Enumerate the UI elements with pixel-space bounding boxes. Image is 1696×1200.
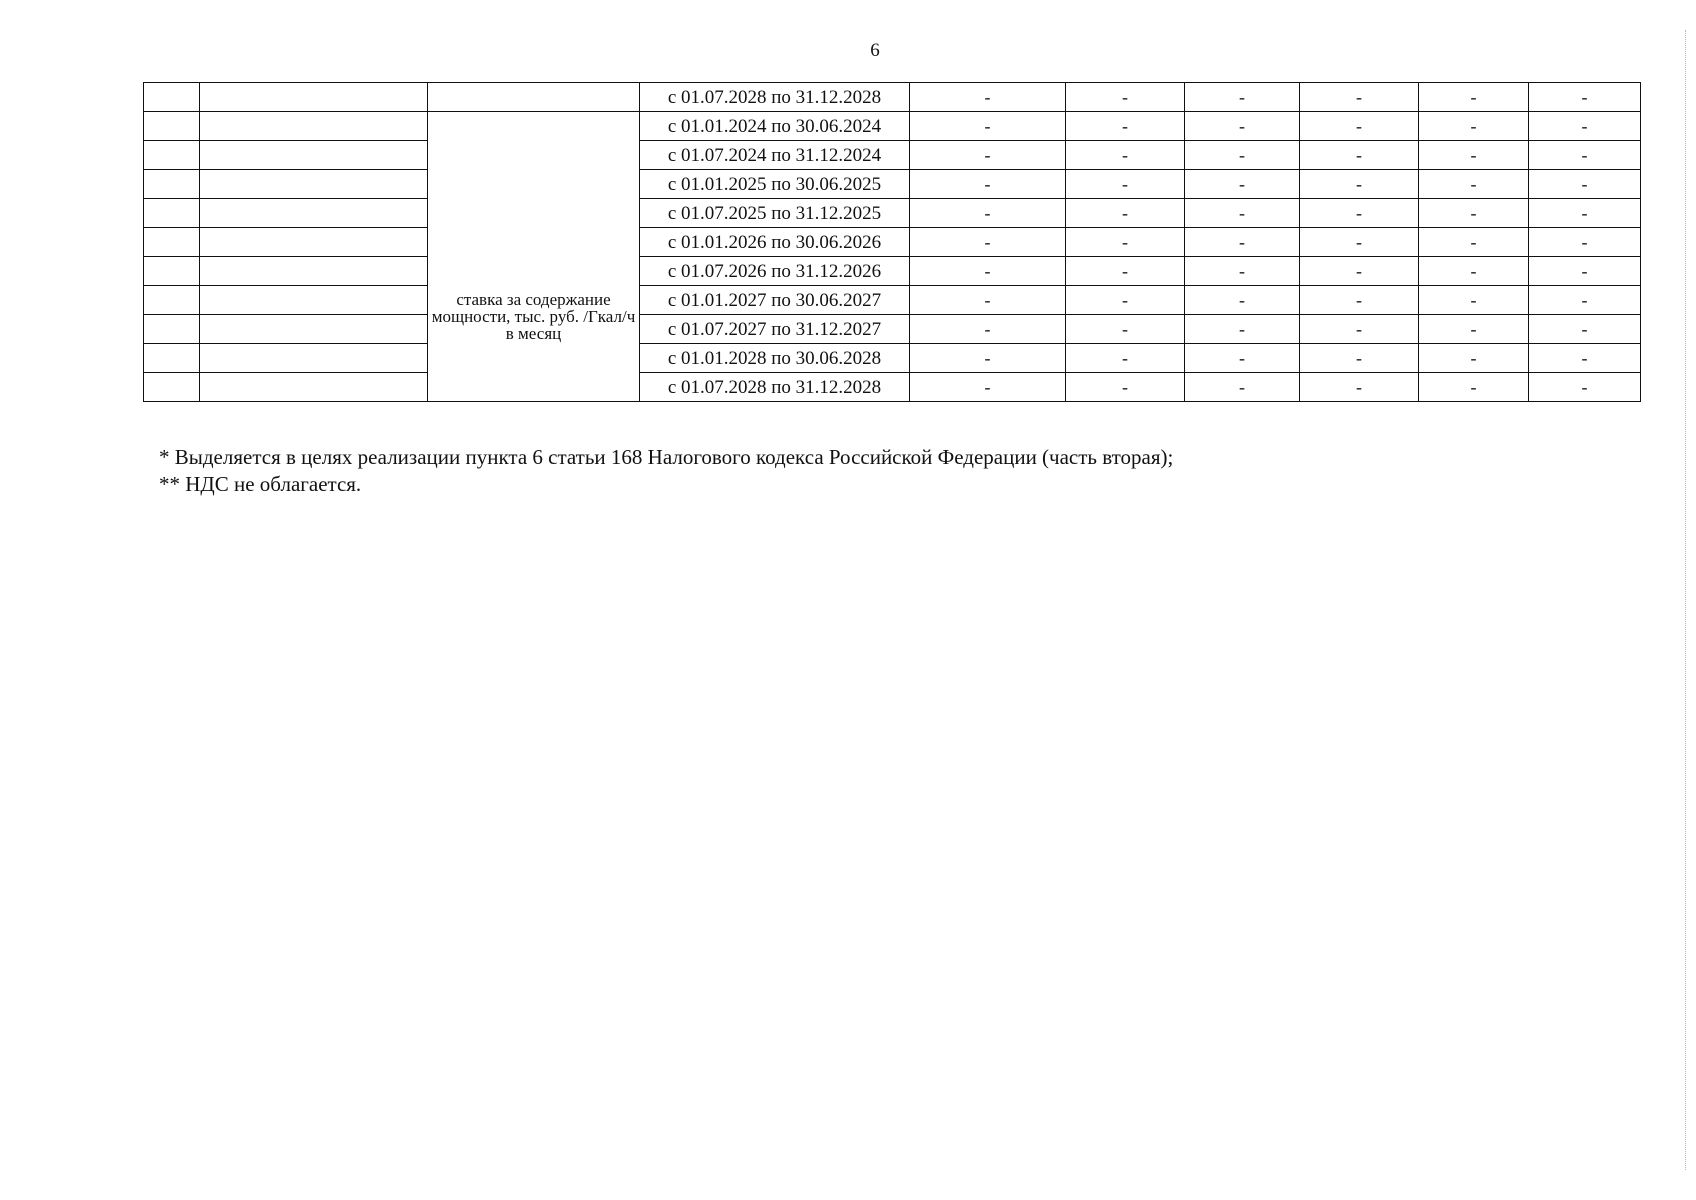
- row-number-cell: [144, 315, 200, 344]
- value-cell: -: [910, 141, 1066, 170]
- indicator-cell: [428, 83, 640, 112]
- organization-cell: [200, 315, 428, 344]
- period-cell: с 01.01.2025 по 30.06.2025: [640, 170, 910, 199]
- rate-label: ставка за содержание мощности, тыс. руб. /Гкал/ч в месяц: [431, 290, 636, 343]
- period-cell: с 01.01.2027 по 30.06.2027: [640, 286, 910, 315]
- table-row: [144, 199, 1641, 228]
- value-cell: -: [1419, 199, 1529, 228]
- value-cell: -: [1419, 112, 1529, 141]
- row-number-cell: [144, 199, 200, 228]
- organization-cell: [200, 141, 428, 170]
- value-cell: -: [910, 373, 1066, 402]
- value-cell: -: [1529, 141, 1641, 170]
- value-cell: -: [1066, 141, 1185, 170]
- value-cell: -: [1066, 315, 1185, 344]
- value-cell: -: [1185, 170, 1300, 199]
- value-cell: -: [1529, 83, 1641, 112]
- value-cell: -: [1419, 170, 1529, 199]
- table-row: [144, 373, 1641, 402]
- value-cell: -: [1185, 286, 1300, 315]
- value-cell: -: [1066, 257, 1185, 286]
- value-cell: -: [1419, 286, 1529, 315]
- period-cell: с 01.07.2028 по 31.12.2028: [640, 373, 910, 402]
- page-number: 6: [870, 40, 880, 61]
- organization-cell: [200, 199, 428, 228]
- value-cell: -: [1066, 83, 1185, 112]
- value-cell: -: [1185, 112, 1300, 141]
- value-cell: -: [910, 228, 1066, 257]
- value-cell: -: [1300, 286, 1419, 315]
- value-cell: -: [1066, 112, 1185, 141]
- value-cell: -: [910, 344, 1066, 373]
- value-cell: -: [1300, 344, 1419, 373]
- value-cell: -: [1300, 373, 1419, 402]
- table-row: [144, 170, 1641, 199]
- value-cell: -: [1066, 373, 1185, 402]
- row-number-cell: [144, 373, 200, 402]
- table-row: [144, 112, 1641, 141]
- value-cell: -: [1300, 315, 1419, 344]
- value-cell: -: [1529, 286, 1641, 315]
- value-cell: -: [1066, 286, 1185, 315]
- row-number-cell: [144, 83, 200, 112]
- value-cell: -: [910, 170, 1066, 199]
- period-cell: с 01.01.2028 по 30.06.2028: [640, 344, 910, 373]
- value-cell: -: [1300, 257, 1419, 286]
- value-cell: -: [1419, 373, 1529, 402]
- value-cell: -: [1185, 373, 1300, 402]
- period-cell: с 01.07.2025 по 31.12.2025: [640, 199, 910, 228]
- value-cell: -: [1185, 344, 1300, 373]
- value-cell: -: [1066, 199, 1185, 228]
- value-cell: -: [1185, 199, 1300, 228]
- value-cell: -: [1419, 83, 1529, 112]
- value-cell: -: [1066, 228, 1185, 257]
- period-cell: с 01.07.2027 по 31.12.2027: [640, 315, 910, 344]
- rate-label-cell: [428, 112, 640, 402]
- scan-edge-line: [1685, 30, 1686, 1170]
- value-cell: -: [1529, 228, 1641, 257]
- value-cell: -: [1529, 344, 1641, 373]
- value-cell: -: [1529, 199, 1641, 228]
- organization-cell: [200, 228, 428, 257]
- period-cell: с 01.07.2024 по 31.12.2024: [640, 141, 910, 170]
- value-cell: -: [1529, 315, 1641, 344]
- value-cell: -: [1419, 344, 1529, 373]
- value-cell: -: [1066, 344, 1185, 373]
- value-cell: -: [1300, 228, 1419, 257]
- value-cell: -: [1300, 170, 1419, 199]
- row-number-cell: [144, 228, 200, 257]
- row-number-cell: [144, 112, 200, 141]
- row-number-cell: [144, 344, 200, 373]
- value-cell: -: [910, 286, 1066, 315]
- organization-cell: [200, 112, 428, 141]
- value-cell: -: [1300, 141, 1419, 170]
- table-row: [144, 315, 1641, 344]
- value-cell: -: [1185, 83, 1300, 112]
- footnote-vat-allocation: * Выделяется в целях реализации пункта 6 статьи 168 Налогового кодекса Российской Федерации (часть вторая);: [159, 445, 1174, 469]
- row-number-cell: [144, 141, 200, 170]
- table-row: [144, 228, 1641, 257]
- organization-cell: [200, 373, 428, 402]
- value-cell: -: [910, 112, 1066, 141]
- organization-cell: [200, 286, 428, 315]
- value-cell: -: [1529, 112, 1641, 141]
- period-cell: с 01.07.2028 по 31.12.2028: [640, 83, 910, 112]
- value-cell: -: [1529, 373, 1641, 402]
- organization-cell: [200, 257, 428, 286]
- value-cell: -: [910, 315, 1066, 344]
- tariff-table: [143, 82, 1641, 402]
- value-cell: -: [1419, 315, 1529, 344]
- organization-cell: [200, 344, 428, 373]
- table-row: [144, 286, 1641, 315]
- table-row: [144, 344, 1641, 373]
- value-cell: -: [1419, 228, 1529, 257]
- value-cell: -: [1300, 112, 1419, 141]
- period-cell: с 01.07.2026 по 31.12.2026: [640, 257, 910, 286]
- value-cell: -: [910, 257, 1066, 286]
- row-number-cell: [144, 257, 200, 286]
- value-cell: -: [1185, 315, 1300, 344]
- value-cell: -: [1066, 170, 1185, 199]
- period-cell: с 01.01.2026 по 30.06.2026: [640, 228, 910, 257]
- table-row: [144, 83, 1641, 112]
- value-cell: -: [910, 199, 1066, 228]
- value-cell: -: [1300, 83, 1419, 112]
- row-number-cell: [144, 286, 200, 315]
- value-cell: -: [1529, 170, 1641, 199]
- footnotes: [159, 444, 1173, 498]
- value-cell: -: [1185, 257, 1300, 286]
- organization-cell: [200, 170, 428, 199]
- value-cell: -: [1419, 141, 1529, 170]
- table-row: [144, 141, 1641, 170]
- value-cell: -: [1185, 141, 1300, 170]
- period-cell: с 01.01.2024 по 30.06.2024: [640, 112, 910, 141]
- table-body: [144, 83, 1641, 402]
- value-cell: -: [1300, 199, 1419, 228]
- value-cell: -: [1185, 228, 1300, 257]
- table-row: [144, 257, 1641, 286]
- value-cell: -: [1529, 257, 1641, 286]
- organization-cell: [200, 83, 428, 112]
- footnote-vat-exempt: ** НДС не облагается.: [159, 472, 362, 496]
- value-cell: -: [910, 83, 1066, 112]
- row-number-cell: [144, 170, 200, 199]
- value-cell: -: [1419, 257, 1529, 286]
